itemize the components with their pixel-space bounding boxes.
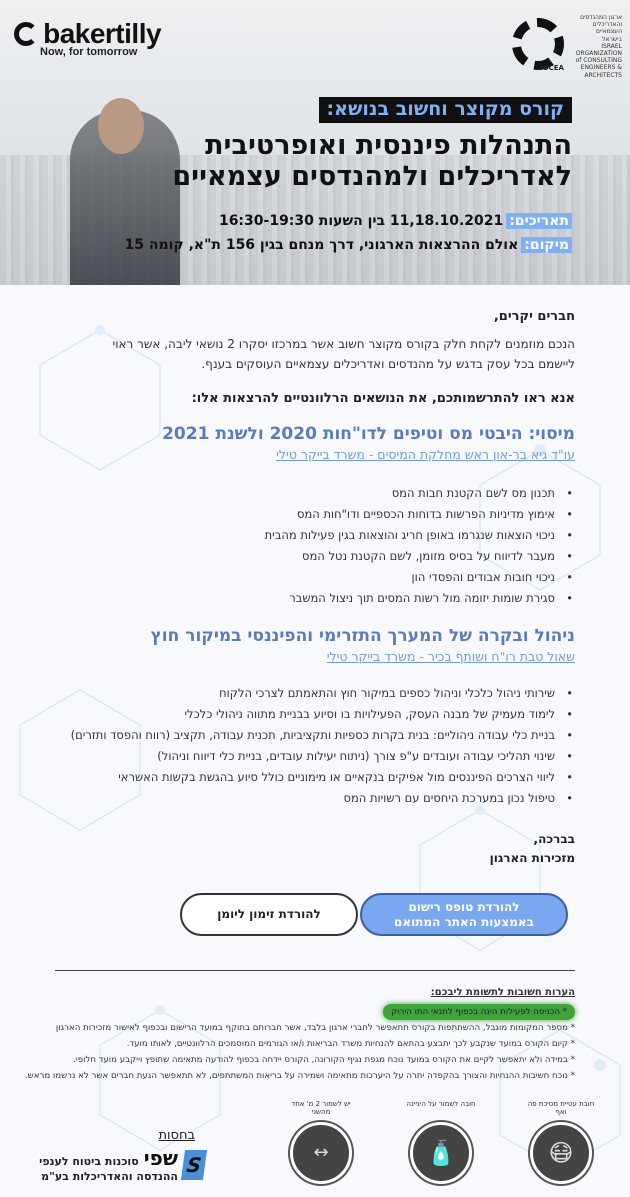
iocea-abbr: IOCEA	[540, 64, 564, 72]
sponsor-line1: סוכנות ביטוח לענפי	[39, 1155, 139, 1168]
important-notes	[15, 985, 575, 1084]
iocea-logo-text	[570, 14, 622, 79]
download-registration-form-button[interactable]	[360, 893, 568, 936]
hand-sanitizer-icon: 🧴	[410, 1122, 472, 1184]
iocea-ring-icon	[512, 18, 564, 70]
intro-paragraph	[55, 334, 575, 374]
button-label: להורדת טופס רישום	[408, 899, 520, 914]
topic-lecturer-link[interactable]: שאול טבת רו"ח ושותף בכיר - משרד בייקר טילי	[326, 649, 575, 664]
topic-bullet-item: • מעבר לדיווח על בסיס מזומן, לשם הקטנת נטל המס	[55, 546, 555, 567]
note-item: * במידה ולא יתאפשר לקיים את הקורס במועד נוכח מגפת נגיף הקורונה, הקורס יידחה בכפוף להודעה מתאימה שתופץ וייקבע מועד חלופי.	[73, 1055, 575, 1065]
safety-caption: חובה לשמור על היגיינה	[406, 1100, 476, 1108]
topic-bullet-item: • טיפול נכון במערכת היחסים עם רשויות המס	[55, 788, 555, 809]
safety-mask	[522, 1100, 600, 1190]
green-pass-note: * הכניסה לפעילות הינה בכפוף לתנאי התו הירוק	[383, 1004, 575, 1020]
topic-bullet-item: • סגירת שומות יזומה מול רשות המסים תוך ניצול המשבר	[55, 588, 555, 609]
iocea-text-line: ארגון המהנדסים	[580, 14, 622, 21]
iocea-text-line: ISRAEL	[601, 42, 622, 50]
topic-bullet-item: • שירותי ניהול כלכלי וניהול כספים במיקור חוץ והתאמתם לצרכי הלקוח	[55, 683, 555, 704]
safety-caption: חובת עטיית מסיכת פה ואף	[527, 1100, 595, 1116]
location-value: אולם ההרצאות הארגוני, דרך מנחם בגין 156 ת"א, קומה 15	[124, 237, 519, 253]
divider	[55, 970, 575, 971]
closing-greeting: בברכה,	[533, 832, 575, 846]
course-ribbon: קורס מקוצר וחשוב בנושא:	[319, 97, 572, 123]
note-item: * מספר המקומות מוגבל, ההשתתפות בקורס תתאפשר לחברי ארגון בלבד, אשר חברותם בתוקף במועד הרישום ובכפוף לאישור מזכירות הארגון	[55, 1023, 575, 1033]
topic-bullet-item: • שינוי תהליכי עבודה ועובדים ע"פ צורך (ניתוח יעילות עובדים, בניית כלי דיווח וניהול)	[55, 746, 555, 767]
topics-lead: אנא ראו להתרשמותכם, את הנושאים הרלוונטיים להרצאות אלו:	[191, 391, 575, 406]
course-title	[172, 130, 572, 192]
topic-bullet-item: • תכנון מס לשם הקטנת חבות המס	[55, 483, 555, 504]
topic-bullets	[55, 483, 575, 609]
sponsor-by-label: בחסות	[158, 1128, 195, 1143]
notes-heading: הערות חשובות לתשומת ליבכם:	[430, 987, 575, 998]
course-title-line1: התנהלות פיננסית ואופרטיבית	[205, 130, 572, 161]
note-item: * נוכח חשיבות ההנחיות והצורך בהקפדה יתרה על היערכות מתאימה ושמירה על בריאות המשתתפים, לא תתאפשר הגעת חברים אשר לא נרשמו מראש.	[24, 1071, 575, 1081]
sponsor-name: שפי	[143, 1146, 178, 1170]
location-line	[124, 237, 572, 253]
note-item: * קיום הקורס במועד שנקבע לכך יתבצע בהתאם להנחיות משרד הבריאות ו/או הגורמים המוסמכים הרלוונטיים, לאותו מועד.	[126, 1039, 575, 1049]
course-title-line2: לאדריכלים ולמהנדסים עצמאיים	[172, 161, 572, 192]
iocea-text-line: העצמאיים	[596, 28, 622, 36]
social-distance-icon: ↔	[290, 1122, 352, 1184]
topic-title: מיסוי: היבטי מס וטיפים לדו"חות 2020 ולשנת 2021	[162, 424, 575, 444]
bakertilly-logo-name: bakertilly	[43, 18, 162, 49]
topic-section	[55, 424, 575, 609]
iocea-logo	[512, 14, 622, 79]
topic-bullet-item: • אימוץ מדיניות הפרשות בדוחות הכספיים ודו"חות המס	[55, 504, 555, 525]
safety-distance	[282, 1100, 360, 1190]
sponsor-block	[10, 1128, 205, 1184]
iocea-text-line: ENGINEERS & ARCHITECTS	[580, 64, 622, 79]
dates-label: תאריכים:	[506, 213, 572, 229]
location-label: מיקום:	[521, 237, 572, 253]
dates-value: 11,18.10.2021 בין השעות 16:30-19:30	[218, 213, 504, 229]
topic-lecturer-link[interactable]: עו"ד גיא בר-און ראש מחלקת המיסים - משרד בייקר טילי	[276, 447, 575, 462]
dates-line	[219, 213, 572, 229]
sponsor-line2: ההנדסה והאדריכלות בע"מ	[41, 1170, 178, 1183]
bakertilly-tagline: Now, for tomorrow	[40, 46, 138, 58]
bakertilly-logo	[14, 18, 161, 58]
button-label: להורדת זימון ליומן	[217, 907, 321, 921]
bakertilly-logo-mark-icon	[14, 22, 38, 46]
topic-bullets	[55, 683, 575, 809]
button-label: באמצעות האתר המתואם	[394, 914, 534, 929]
download-calendar-invite-button[interactable]	[180, 893, 358, 936]
safety-hygiene	[402, 1100, 480, 1190]
intro-line: ליישמם בכל עסק בדגש על מהנדסים ואדריכלים עצמאיים העוסקים בענף.	[201, 357, 575, 371]
intro-line: הנכם מוזמנים לקחת חלק בקורס מקוצר חשוב אשר במרכזו יסקרו 2 נושאי ליבה, אשר ראוי	[112, 337, 575, 351]
closing	[55, 830, 575, 868]
topic-bullet-item: • לימוד מעמיק של מבנה העסק, הפעילויות בו וסיוע בבניית מתווה ניהולי כלכלי	[55, 704, 555, 725]
topic-section	[55, 626, 575, 809]
topic-title: ניהול ובקרה של המערך התזרימי והפיננסי במיקור חוץ	[150, 626, 575, 646]
closing-signature: מזכירות הארגון	[489, 851, 575, 865]
notes-list	[15, 1020, 575, 1084]
mask-icon: 😷	[530, 1122, 592, 1184]
iocea-text-line: בישראל	[602, 35, 622, 43]
iocea-text-line: והאדריכלים	[592, 21, 622, 29]
shefi-logo-icon: S	[181, 1150, 207, 1180]
topic-bullet-item: • ניכוי חובות אבודים והפסדי הון	[55, 567, 555, 588]
greeting: חברים יקרים,	[493, 309, 575, 324]
safety-caption: יש לשמור 2 מ' אחד מהשני	[291, 1100, 351, 1116]
businessman-head-image	[98, 98, 144, 154]
iocea-text-line: of CONSULTING	[575, 57, 622, 65]
topic-bullet-item: • ניכוי הוצאות שנגרמו באופן חריג והוצאות בגין פעילות מהבית	[55, 525, 555, 546]
topic-bullet-item: • בניית כלי עבודה ניהוליים: בנית בקרות כספיות ותקציביות, תכנית עבודה, תקציב (רווח והפסד ותזרים)	[55, 725, 555, 746]
iocea-text-line: ORGANIZATION	[575, 50, 622, 58]
topic-bullet-item: • ליווי הצרכים הפיננסים מול אפיקים בנקאיים או מימוניים כולל סיוע בהגשת בקשות האשראי	[55, 767, 555, 788]
